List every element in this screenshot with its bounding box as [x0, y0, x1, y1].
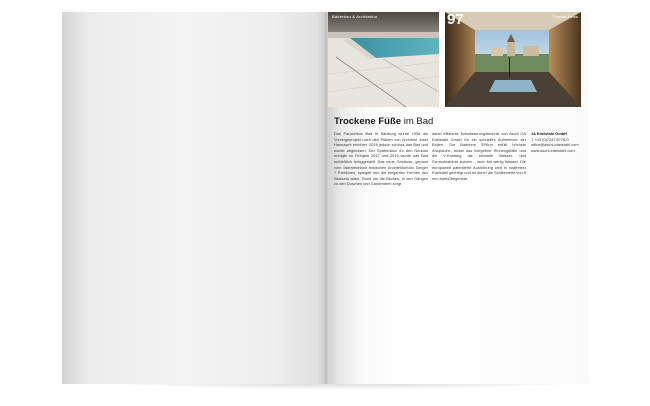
contact-block	[531, 131, 583, 153]
caption-tag: Bäderbau & Architektur	[332, 14, 378, 19]
pool-photo	[328, 12, 439, 107]
section-tag: Produkt News	[553, 14, 578, 19]
shower-room-photo	[445, 12, 581, 107]
left-page	[62, 12, 328, 384]
title-bold: Trockene Füße	[334, 116, 402, 127]
article-title	[334, 116, 433, 127]
contact-website: www.aschl-edelstahl.com	[531, 147, 575, 153]
page-number: 97	[447, 11, 464, 28]
article-column-1: Das Paracelsus Bad in Salzburg wurde 1958 als Vorzeigeprojekt nach den Plänen von Architekt Josef Hannakek errichtet. 2016 jedoch schloss das Bad und wurde abgerissen. Der Spatenstich für den Neubau erfolgte im Frühjahr 2017 und 2019 wurde das Bad schließlich fertiggestellt. Das neue Gebäude, geplant vom österreichisch-finnischen Architekturbüro Berger + Parkkinen, spiegelt nun die eleganten Formen des Wassers wider. Rund um die Becken, in den Gängen zu den Duschen und Garderoben sorgt	[334, 131, 428, 187]
article-column-2: dabei effiziente Entwässerungstechnik von Aschl OA Edelstahl GmbH für ein schnelles Aufnehmen der Böden. Die Badrinne SPArin erfüllt höchste Ansprüche, wobei das integrierte Rinnengefälle und die V-Kantung die schnelle Wasser- und Schmutzabfuhr sichern – auch bei wenig Wasser. Die europaweit patentierte Ausführung wird in rostfreiem Edelstahl gefertigt und ist durch die Schlitzbreite von 8 mm barfußbegehbar.	[432, 131, 526, 181]
contact-phone: T +43 (0)7247 8778-0	[531, 136, 569, 142]
contact-company: 1A Edelstahl GmbH	[531, 131, 567, 136]
title-rest: im Bad	[401, 116, 434, 127]
contact-email: office@aschl-edelstahl.com	[531, 142, 579, 148]
